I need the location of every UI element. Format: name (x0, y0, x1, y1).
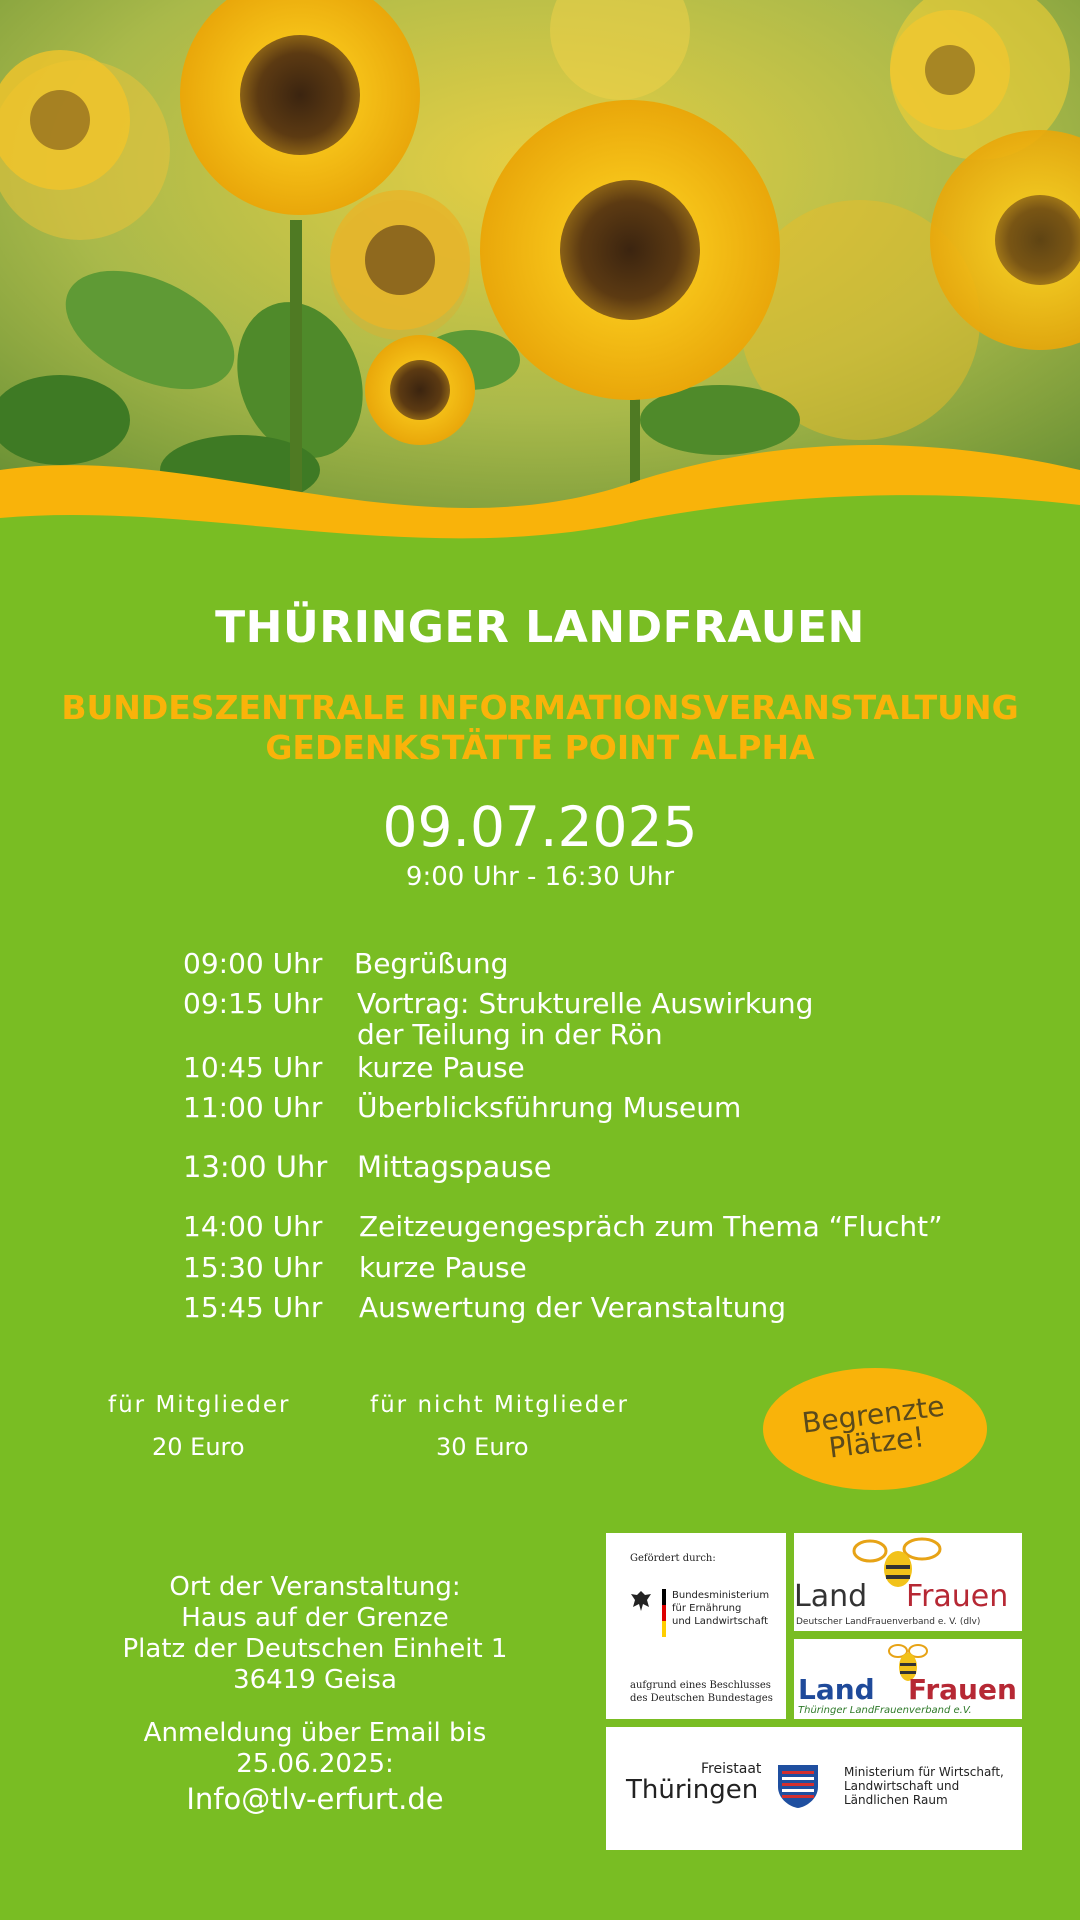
hero-sunflower-image (0, 0, 1080, 560)
tlv-caption: Thüringer LandFrauenverband e.V. (798, 1705, 972, 1716)
registration-text: Anmeldung über Email bis (143, 1718, 487, 1748)
nonmembers-price-value: 30 Euro (436, 1433, 529, 1461)
bmel-line-2: für Ernährung (672, 1603, 742, 1614)
venue-name: Haus auf der Grenze (181, 1603, 449, 1633)
schedule-item: der Teilung in der Rön (357, 1018, 663, 1051)
schedule-item: Auswertung der Veranstaltung (359, 1291, 787, 1324)
dlv-land-text: Land (794, 1579, 868, 1614)
nonmembers-price-label: für nicht Mitglieder (370, 1392, 629, 1418)
schedule-time: 09:15 Uhr (183, 987, 323, 1020)
schedule-item: kurze Pause (357, 1051, 525, 1084)
page-title: THÜRINGER LANDFRAUEN (215, 602, 865, 653)
thueringen-text: Thüringen (626, 1775, 759, 1805)
dlv-logo (794, 1533, 1022, 1631)
schedule-time: 09:00 Uhr (183, 947, 323, 980)
schedule-item: Zeitzeugengespräch zum Thema “Flucht” (359, 1210, 943, 1243)
members-price-value: 20 Euro (152, 1433, 245, 1461)
schedule-time: 15:45 Uhr (183, 1291, 323, 1324)
venue-city: 36419 Geisa (233, 1665, 397, 1695)
schedule-item: Mittagspause (357, 1150, 552, 1184)
subtitle-line-2: GEDENKSTÄTTE POINT ALPHA (265, 728, 815, 767)
thueringen-ministry-logo (606, 1727, 1022, 1850)
limited-seats-badge (763, 1368, 987, 1490)
schedule-item: Vortrag: Strukturelle Auswirkung (357, 987, 814, 1020)
tlv-frauen-text: Frauen (908, 1673, 1017, 1706)
eagle-icon (630, 1589, 652, 1613)
bmel-logo (606, 1533, 786, 1719)
freistaat-text: Freistaat (701, 1761, 762, 1777)
venue-block (80, 1572, 550, 1696)
registration-block (80, 1718, 550, 1815)
bmel-footer-2: des Deutschen Bundestages (630, 1693, 773, 1704)
bmel-line-1: Bundesministerium (672, 1590, 770, 1601)
ministry-line-3: Ländlichen Raum (844, 1793, 948, 1807)
registration-deadline: 25.06.2025: (236, 1749, 394, 1779)
dlv-caption: Deutscher LandFrauenverband e. V. (dlv) (796, 1617, 981, 1627)
venue-street: Platz der Deutschen Einheit 1 (122, 1634, 508, 1664)
schedule-time: 15:30 Uhr (183, 1251, 323, 1284)
badge-text: Begrenzte Plätze! (800, 1389, 947, 1465)
ministry-line-1: Ministerium für Wirtschaft, (844, 1765, 1004, 1779)
bmel-header: Gefördert durch: (630, 1553, 716, 1564)
dlv-frauen-text: Frauen (906, 1579, 1009, 1614)
tlv-land-text: Land (798, 1673, 875, 1706)
schedule-item: kurze Pause (359, 1251, 527, 1284)
venue-heading: Ort der Veranstaltung: (169, 1572, 461, 1602)
bmel-line-3: und Landwirtschaft (672, 1616, 769, 1627)
schedule-time: 10:45 Uhr (183, 1051, 323, 1084)
tlv-logo (794, 1639, 1022, 1719)
schedule-time: 14:00 Uhr (183, 1210, 323, 1243)
schedule-item: Begrüßung (354, 947, 509, 980)
flag-bar-icon (662, 1589, 666, 1637)
bmel-footer-1: aufgrund eines Beschlusses (630, 1680, 771, 1691)
event-date: 09.07.2025 (382, 795, 698, 859)
coat-of-arms-icon (776, 1763, 820, 1809)
schedule-item: Überblicksführung Museum (357, 1091, 742, 1124)
members-price-label: für Mitglieder (108, 1392, 291, 1418)
schedule-time: 13:00 Uhr (183, 1150, 328, 1184)
event-time-range: 9:00 Uhr - 16:30 Uhr (405, 862, 675, 892)
ministry-line-2: Landwirtschaft und (844, 1779, 960, 1793)
schedule-time: 11:00 Uhr (183, 1091, 323, 1124)
subtitle-line-1: BUNDESZENTRALE INFORMATIONSVERANSTALTUNG (61, 688, 1019, 727)
registration-email[interactable]: Info@tlv-erfurt.de (186, 1782, 444, 1816)
